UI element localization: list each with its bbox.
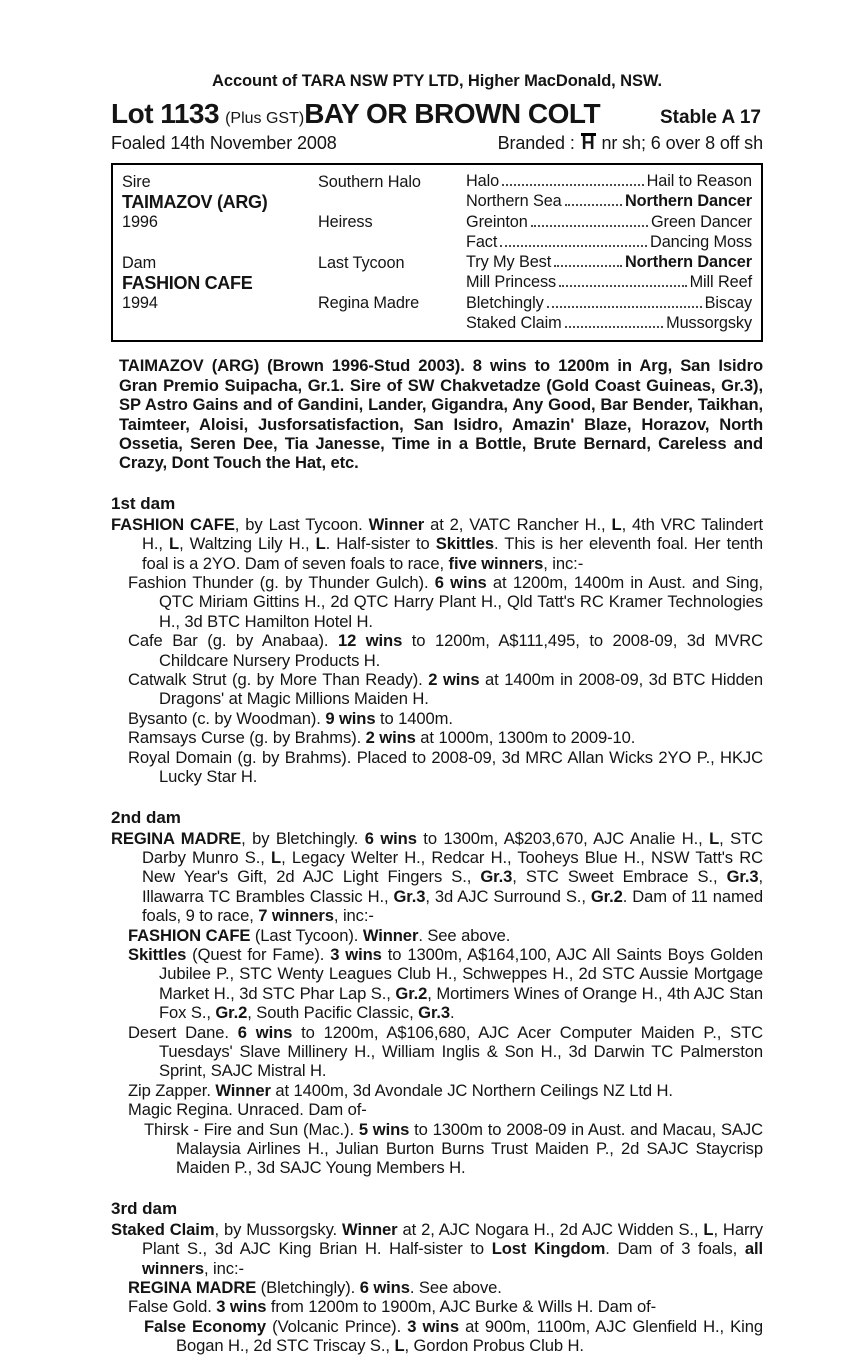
stable-number: Stable A 17: [659, 107, 761, 128]
pedigree-row: Mill Princess Mill Reef: [466, 273, 752, 292]
dam-dam: Regina Madre: [318, 294, 420, 313]
foal-entry: Royal Domain (g. by Brahms). Placed to 2008-09, 3d MRC Allan Wicks 2YO P., HKJC Lucky Star H.: [128, 747, 763, 787]
dam-year: 1994: [122, 294, 158, 313]
dam-sire: Last Tycoon: [318, 253, 405, 272]
sire-label: Sire: [122, 172, 151, 191]
lot-title: BAY OR BROWN COLT: [304, 98, 601, 129]
pedigree-row: Staked Claim Mussorgsky: [466, 314, 752, 333]
branded-prefix: Branded :: [497, 133, 575, 153]
foal-entry: REGINA MADRE (Bletchingly). 6 wins. See above.: [128, 1278, 502, 1298]
foal-entry: Fashion Thunder (g. by Thunder Gulch). 6 wins at 1200m, 1400m in Aust. and Sing, QTC Miriam Gittins H., 2d QTC Harry Plant H., Qld Tatt's RC Kramer Technologies H., 3d BTC Hamilton Hotel H.: [128, 573, 763, 631]
foal-entry: Catwalk Strut (g. by More Than Ready). 2 wins at 1400m in 2008-09, 3d BTC Hidden Dragons' at Magic Millions Maiden H.: [128, 670, 763, 709]
dam-entry: Staked Claim, by Mussorgsky. Winner at 2, AJC Nogara H., 2d AJC Widden S., L, Harry Plant S., 3d AJC King Brian H. Half-sister to Lost Kingdom. Dam of 3 foals, all winners, inc:-: [111, 1219, 763, 1278]
foal-entry: Skittles (Quest for Fame). 3 wins to 1300m, A$164,100, AJC All Saints Boys Golden Jubilee P., STC Wenty Leagues Club H., Schweppes H., 2d STC Aussie Mortgage Market H., 3d STC Phar Lap S., Gr.2, Mortimers Wines of Orange H., 4th AJC Stan Fox S., Gr.2, South Pacific Classic, Gr.3.: [128, 944, 763, 1023]
pedigree-sections: [111, 494, 763, 1356]
dam-name: FASHION CAFE: [122, 273, 253, 294]
foaled-line: [111, 133, 763, 154]
lot-number: Lot 1133: [111, 98, 220, 129]
section-heading: 3rd dam: [111, 1198, 178, 1218]
section-heading: 2nd dam: [111, 807, 181, 827]
foal-entry: Thirsk - Fire and Sun (Mac.). 5 wins to 1300m to 2008-09 in Aust. and Macau, SAJC Malaysia Airlines H., Julian Burton Burns Trust Maiden P., 2d SAJC Staycrisp Maiden P., 3d SAJC Young Members H.: [144, 1119, 764, 1178]
sire-summary: TAIMAZOV (ARG) (Brown 1996-Stud 2003). 8 wins to 1200m in Arg, San Isidro Gran Premio Suipacha, Gr.1. Sire of SW Chakvetadze (Gold Coast Guineas, Gr.3), SP Astro Gains and of Gandini, Lander, Gigandra, Any Good, Bar Bender, Taikhan, Taimteer, Aloisi, Jusforsatisfaction, San Isidro, Amazin' Blaze, Horazov, North Ossetia, Seren Dee, Tia Janesse, Time in a Bottle, Brute Bernard, Careless and Crazy, Dont Touch the Hat, etc.: [119, 356, 763, 473]
dam-entry: REGINA MADRE, by Bletchingly. 6 wins to 1300m, A$203,670, AJC Analie H., L, STC Darby Munro S., L, Legacy Welter H., Redcar H., Tooheys Blue H., NSW Tatt's RC New Year's Gift, 2d AJC Light Fingers S., Gr.3, STC Sweet Embrace S., Gr.3, Illawarra TC Brambles Classic H., Gr.3, 3d AJC Surround S., Gr.2. Dam of 11 named foals, 9 to race, 7 winners, inc:-: [111, 828, 763, 926]
foal-entry: False Gold. 3 wins from 1200m to 1900m, AJC Burke & Wills H. Dam of-: [128, 1297, 657, 1317]
pedigree-row: Northern Sea Northern Dancer: [466, 192, 752, 211]
sire-dam: Heiress: [318, 213, 373, 232]
foal-entry: False Economy (Volcanic Prince). 3 wins at 900m, 1100m, AJC Glenfield H., King Bogan H., 2d STC Triscay S., L, Gordon Probus Club H.: [144, 1316, 763, 1356]
foal-entry: Zip Zapper. Winner at 1400m, 3d Avondale JC Northern Ceilings NZ Ltd H.: [128, 1080, 673, 1100]
foal-entry: Ramsays Curse (g. by Brahms). 2 wins at 1000m, 1300m to 2009-10.: [128, 728, 636, 748]
pedigree-row: Fact Dancing Moss: [466, 232, 752, 251]
pedigree-table: [111, 163, 763, 342]
section-heading: 1st dam: [111, 493, 176, 513]
branded-suffix: nr sh; 6 over 8 off sh: [601, 133, 763, 153]
plus-gst-note: (Plus GST): [225, 110, 305, 127]
dam-section: [111, 1199, 763, 1356]
pedigree-row: Try My Best Northern Dancer: [466, 253, 752, 272]
pedigree-row: Greinton Green Dancer: [466, 212, 752, 231]
lot-header: [111, 98, 763, 130]
foal-entry: Cafe Bar (g. by Anabaa). 12 wins to 1200m, A$111,495, to 2008-09, 3d MVRC Childcare Nursery Products H.: [128, 631, 764, 670]
sire-sire: Southern Halo: [318, 172, 421, 191]
pedigree-row: Halo Hail to Reason: [466, 172, 752, 190]
foal-entry: Desert Dane. 6 wins to 1200m, A$106,680, AJC Acer Computer Maiden P., STC Tuesdays' Slave Millinery H., William Inglis & Son H., 3d Darwin TC Palmerston Sprint, SAJC Mistral H.: [128, 1022, 763, 1081]
branded-info: [498, 133, 763, 154]
pedigree-row: Bletchingly Biscay: [466, 293, 752, 312]
dam-label: Dam: [122, 253, 157, 272]
dam-section: [111, 494, 763, 787]
brand-symbol: H: [581, 133, 595, 153]
sire-name: TAIMAZOV (ARG): [122, 191, 268, 212]
foal-entry: Magic Regina. Unraced. Dam of-: [128, 1100, 367, 1120]
dam-entry: FASHION CAFE, by Last Tycoon. Winner at 2, VATC Rancher H., L, 4th VRC Talindert H., L, Waltzing Lily H., L. Half-sister to Skittles. This is her eleventh foal. Her tenth foal is a 2YO. Dam of seven foals to race, five winners, inc:-: [111, 514, 764, 573]
sire-year: 1996: [122, 213, 158, 232]
foal-entry: FASHION CAFE (Last Tycoon). Winner. See above.: [128, 925, 511, 945]
account-line: Account of TARA NSW PTY LTD, Higher MacDonald, NSW.: [212, 72, 662, 90]
dam-section: [111, 808, 763, 1178]
foaled-date: Foaled 14th November 2008: [111, 133, 337, 153]
foal-entry: Bysanto (c. by Woodman). 9 wins to 1400m.: [128, 708, 453, 728]
